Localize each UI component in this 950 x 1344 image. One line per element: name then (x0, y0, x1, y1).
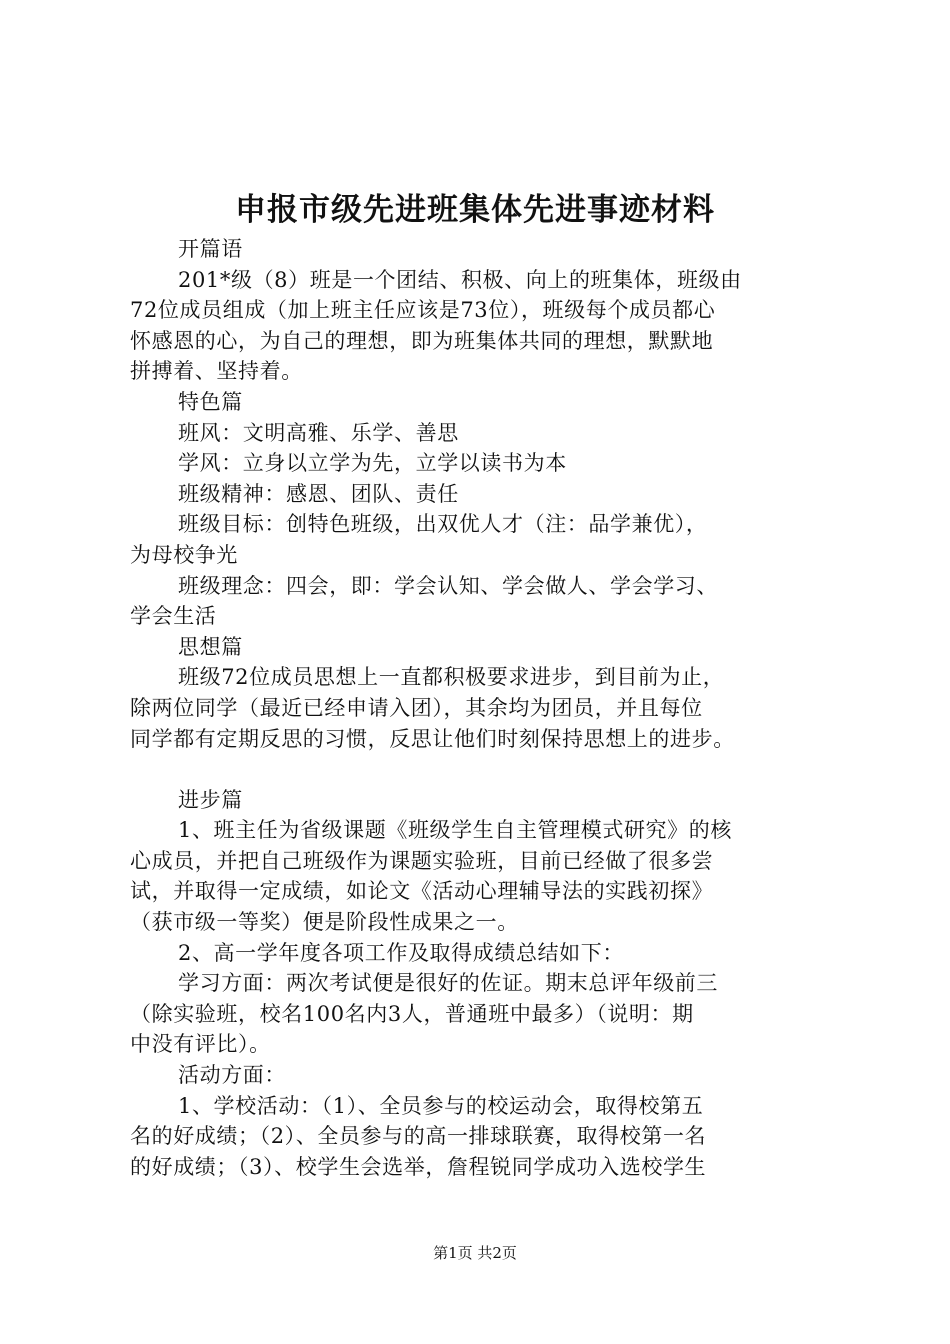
paragraph-line: 拼搏着、坚持着。 (130, 359, 303, 384)
paragraph-line: 除两位同学（最近已经申请入团），其余均为团员，并且每位 (130, 695, 703, 720)
paragraph-line: 怀感恩的心，为自己的理想，即为班集体共同的理想，默默地 (130, 328, 714, 353)
paragraph-line: 72位成员组成（加上班主任应该是73位），班级每个成员都心 (130, 298, 716, 323)
paragraph-line: 名的好成绩；（2）、全员参与的高一排球联赛，取得校第一名 (130, 1124, 707, 1149)
paragraph-line: 为母校争光 (130, 542, 238, 567)
paragraph-line: 同学都有定期反思的习惯，反思让他们时刻保持思想上的进步。 (130, 726, 735, 751)
paragraph-line: 班风：文明高雅、乐学、善思 (178, 420, 459, 445)
page-footer: 第1页 共2页 (433, 1244, 517, 1262)
paragraph-line: 1、学校活动：（1）、全员参与的校运动会，取得校第五 (178, 1093, 704, 1118)
paragraph-line: 2、高一学年度各项工作及取得成绩总结如下： (178, 940, 624, 965)
paragraph-line: 试，并取得一定成绩，如论文《活动心理辅导法的实践初探》 (130, 879, 714, 904)
paragraph-line: 思想篇 (178, 634, 243, 659)
paragraph-line: 学习方面：两次考试便是很好的佐证。期末总评年级前三 (178, 971, 718, 996)
paragraph-line: 班级精神：感恩、团队、责任 (178, 481, 459, 506)
paragraph-line: 学风：立身以立学为先，立学以读书为本 (178, 451, 567, 476)
paragraph-line: （除实验班，校名100名内3人，普通班中最多）（说明：期 (130, 1001, 694, 1026)
paragraph-line: 中没有评比）。 (130, 1032, 271, 1057)
paragraph-line: 进步篇 (178, 787, 243, 812)
paragraph-line: 活动方面： (178, 1063, 286, 1088)
paragraph-line (130, 754, 840, 785)
paragraph-line: 的好成绩；（3）、校学生会选举，詹程锐同学成功入选校学生 (130, 1154, 707, 1179)
paragraph-line: 201*级（8）班是一个团结、积极、向上的班集体，班级由 (178, 267, 742, 292)
paragraph-line: 班级目标：创特色班级，出双优人才（注：品学兼优）， (178, 512, 708, 537)
paragraph-line: 特色篇 (178, 389, 243, 414)
document-body (130, 234, 840, 1182)
paragraph-line: （获市级一等奖）便是阶段性成果之一。 (130, 910, 519, 935)
paragraph-line: 1、班主任为省级课题《班级学生自主管理模式研究》的核 (178, 818, 732, 843)
paragraph-line: 心成员，并把自己班级作为课题实验班，目前已经做了很多尝 (130, 848, 714, 873)
paragraph-line: 学会生活 (130, 604, 217, 629)
paragraph-line: 班级72位成员思想上一直都积极要求进步，到目前为止， (178, 665, 725, 690)
paragraph-line: 班级理念：四会，即：学会认知、学会做人、学会学习、 (178, 573, 718, 598)
document-title: 申报市级先进班集体先进事迹材料 (235, 192, 715, 228)
paragraph-line: 开篇语 (178, 237, 243, 261)
